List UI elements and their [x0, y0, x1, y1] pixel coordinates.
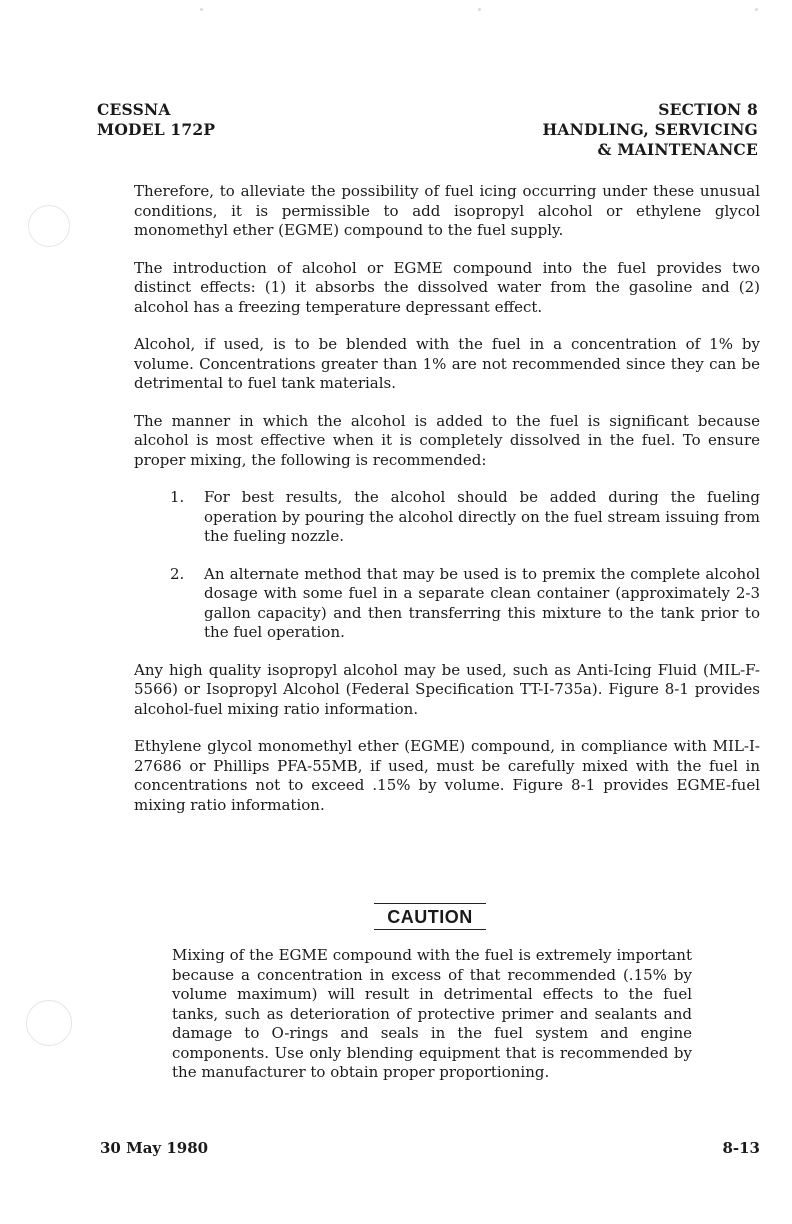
list-item-text: For best results, the alcohol should be added during the fueling operation by pouring the alcohol directly on the fuel stream issuing from the fueling nozzle.	[204, 488, 760, 545]
scan-speck	[755, 8, 758, 11]
list-item	[134, 565, 760, 643]
scan-speck	[200, 8, 203, 11]
section-title-line-2: & MAINTENANCE	[597, 140, 758, 159]
section-title-line-1: HANDLING, SERVICING	[542, 120, 758, 139]
punch-hole-mark	[28, 205, 70, 247]
header-left	[97, 100, 215, 140]
caution-title: CAUTION	[374, 903, 486, 930]
model: MODEL 172P	[97, 120, 216, 139]
list-item-text: An alternate method that may be used is to premix the complete alcohol dosage with some fuel in a separate clean container (approximately 2-3 gallon capacity) and then transferring this mixture to the tank prior to the fuel operation.	[204, 564, 760, 641]
page-number: 8-13	[722, 1139, 760, 1157]
paragraph: Any high quality isopropyl alcohol may be used, such as Anti-Icing Fluid (MIL-F-5566) or Isopropyl Alcohol (Federal Specification TT-I-735a). Figure 8-1 provides alcohol-fuel mixing ratio information.	[134, 660, 760, 718]
body-text	[134, 182, 760, 833]
manufacturer: CESSNA	[97, 100, 171, 119]
punch-hole-mark	[26, 1000, 72, 1046]
scan-speck	[478, 8, 481, 11]
paragraph: Alcohol, if used, is to be blended with the fuel in a concentration of 1% by volume. Concentrations greater than 1% are not recommended since they can be detrimental to fuel tank materials.	[134, 335, 760, 392]
paragraph: Therefore, to alleviate the possibility of fuel icing occurring under these unusual conditions, it is permissible to add isopropyl alcohol or ethylene glycol monomethyl ether (EGME) compound to the fuel supply.	[134, 182, 760, 239]
header-right	[543, 100, 758, 160]
footer-date: 30 May 1980	[100, 1139, 209, 1157]
list-item-number: 1.	[170, 488, 185, 506]
paragraph: The manner in which the alcohol is added to the fuel is significant because alcohol is most effective when it is completely dissolved in the fuel. To ensure proper mixing, the following is recommended:	[134, 411, 760, 469]
list-item	[134, 488, 760, 547]
section-number: SECTION 8	[658, 100, 758, 119]
paragraph: Ethylene glycol monomethyl ether (EGME) compound, in compliance with MIL-I-27686 or Phillips PFA-55MB, if used, must be carefully mixed with the fuel in concentrations not to exceed .15% by volume. Figure 8-1 provides EGME-fuel mixing ratio information.	[134, 737, 760, 814]
recommendation-list	[134, 488, 760, 643]
caution-text: Mixing of the EGME compound with the fuel is extremely important because a concentration in excess of that recommended (.15% by volume maximum) will result in detrimental effects to the fuel tanks, such as deterioration of protective primer and sealants and damage to O-rings and seals in the fuel system and engine components. Use only blending equipment that is recommended by the manufacturer to obtain proper proportioning.	[172, 946, 692, 1081]
paragraph: The introduction of alcohol or EGME compound into the fuel provides two distinct effects: (1) it absorbs the dissolved water from the gasoline and (2) alcohol has a freezing temperature depressant effect.	[134, 258, 760, 316]
list-item-number: 2.	[170, 564, 185, 583]
